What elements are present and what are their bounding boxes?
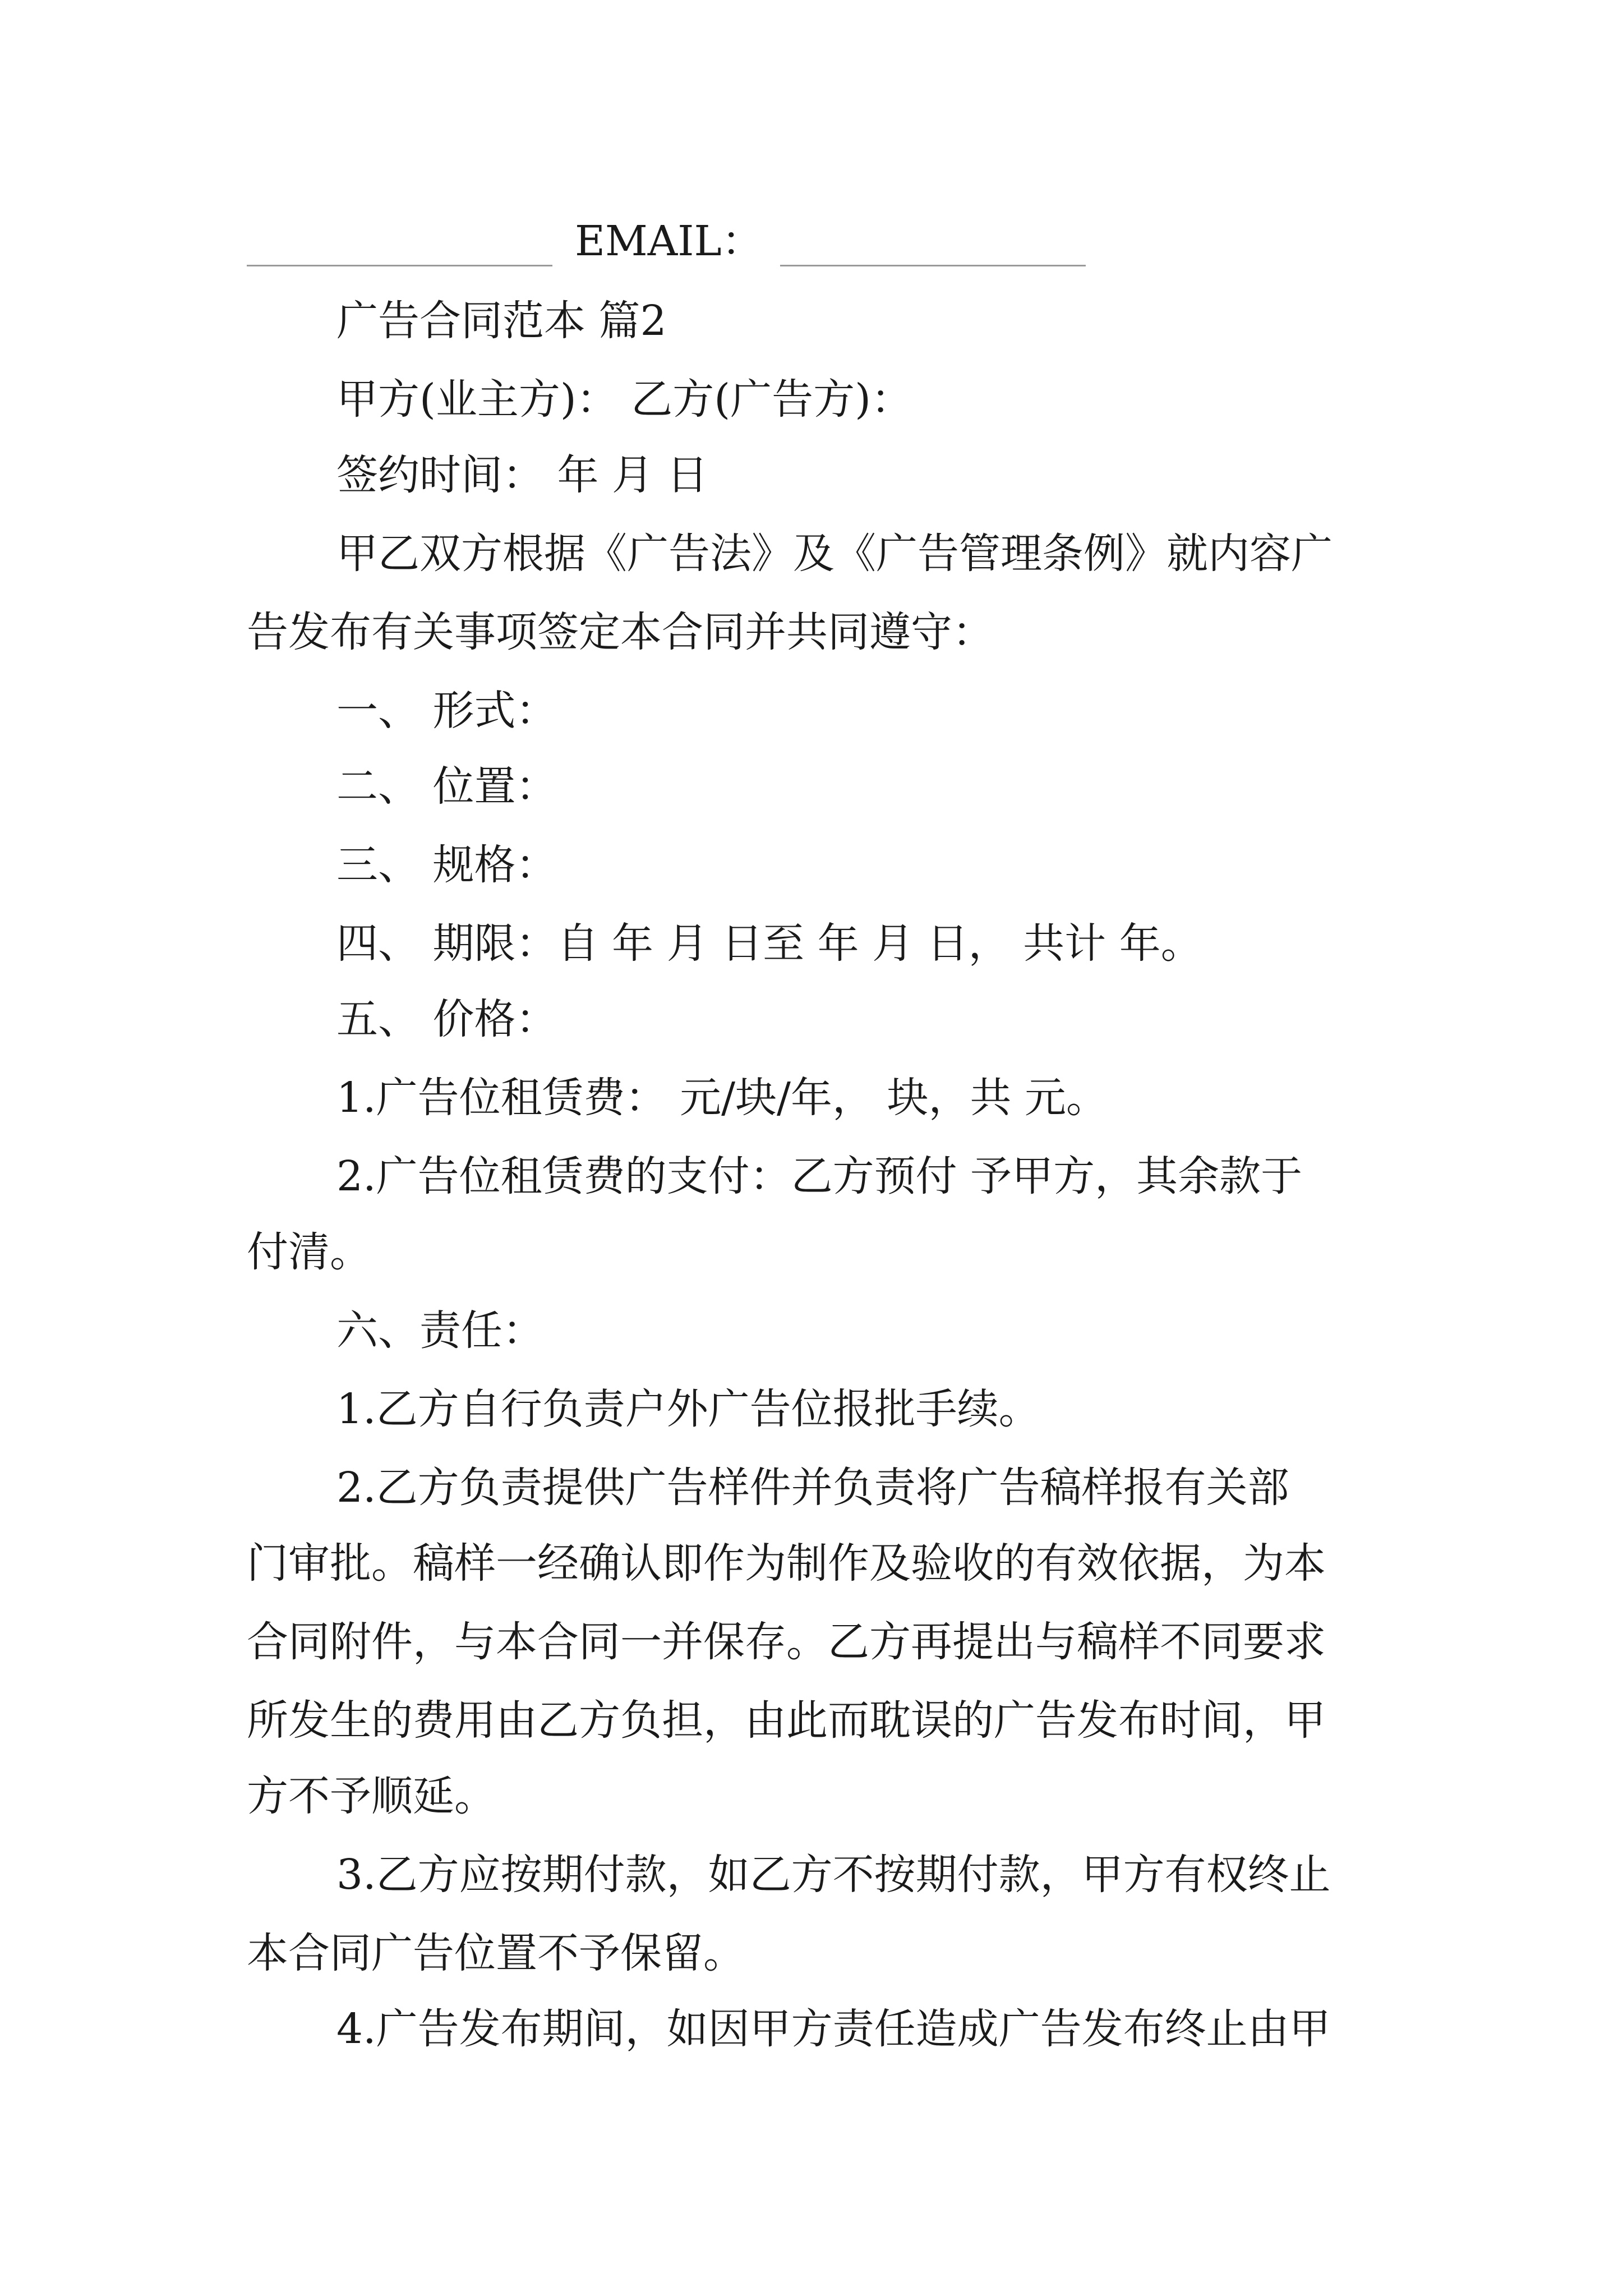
clause-line: 2.乙方负责提供广告样件并负责将广告稿样报有关部 bbox=[336, 1464, 1289, 1512]
clause-line: 门审批。稿样一经确认即作为制作及验收的有效依据，为本 bbox=[247, 1539, 1326, 1588]
clause-line: 五、 价格： bbox=[336, 995, 557, 1043]
paragraph-line: 甲乙双方根据《广告法》及《广告管理条例》就内容广 bbox=[336, 530, 1332, 578]
clause-line: 3.乙方应按期付款，如乙方不按期付款，甲方有权终止 bbox=[336, 1851, 1331, 1899]
clause-line: 六、责任： bbox=[336, 1306, 544, 1355]
clause-line: 所发生的费用由乙方负担，由此而耽误的广告发布时间，甲 bbox=[247, 1696, 1326, 1745]
clause-line: 付清。 bbox=[247, 1228, 371, 1276]
paragraph-line: 告发布有关事项签定本合同并共同遵守： bbox=[247, 608, 994, 656]
parties-line: 甲方(业主方)： 乙方(广告方)： bbox=[336, 375, 913, 424]
clause-line: 4.广告发布期间，如因甲方责任造成广告发布终止由甲 bbox=[336, 2005, 1331, 2053]
blank-line-left bbox=[247, 224, 552, 266]
clause-line: 1.乙方自行负责户外广告位报批手续。 bbox=[336, 1385, 1040, 1433]
email-label: EMAIL： bbox=[575, 217, 763, 265]
blank-line-right bbox=[780, 224, 1086, 266]
clause-line: 2.广告位租赁费的支付：乙方预付 予甲方，其余款于 bbox=[336, 1152, 1303, 1200]
clause-line: 四、 期限：自 年 月 日至 年 月 日， 共计 年。 bbox=[336, 919, 1202, 968]
email-row bbox=[247, 217, 1086, 266]
clause-line: 方不予顺延。 bbox=[247, 1772, 496, 1820]
signing-date-line: 签约时间： 年 月 日 bbox=[336, 451, 708, 499]
clause-line: 合同附件，与本合同一并保存。乙方再提出与稿样不同要求 bbox=[247, 1618, 1326, 1666]
section-heading: 广告合同范本 篇2 bbox=[336, 297, 667, 345]
clause-line: 二、 位置： bbox=[336, 762, 557, 811]
clause-line: 本合同广告位置不予保留。 bbox=[247, 1929, 745, 1977]
clause-line: 一、 形式： bbox=[336, 687, 557, 735]
clause-line: 1.广告位租赁费： 元/块/年， 块，共 元。 bbox=[336, 1074, 1108, 1122]
clause-line: 三、 规格： bbox=[336, 841, 557, 889]
